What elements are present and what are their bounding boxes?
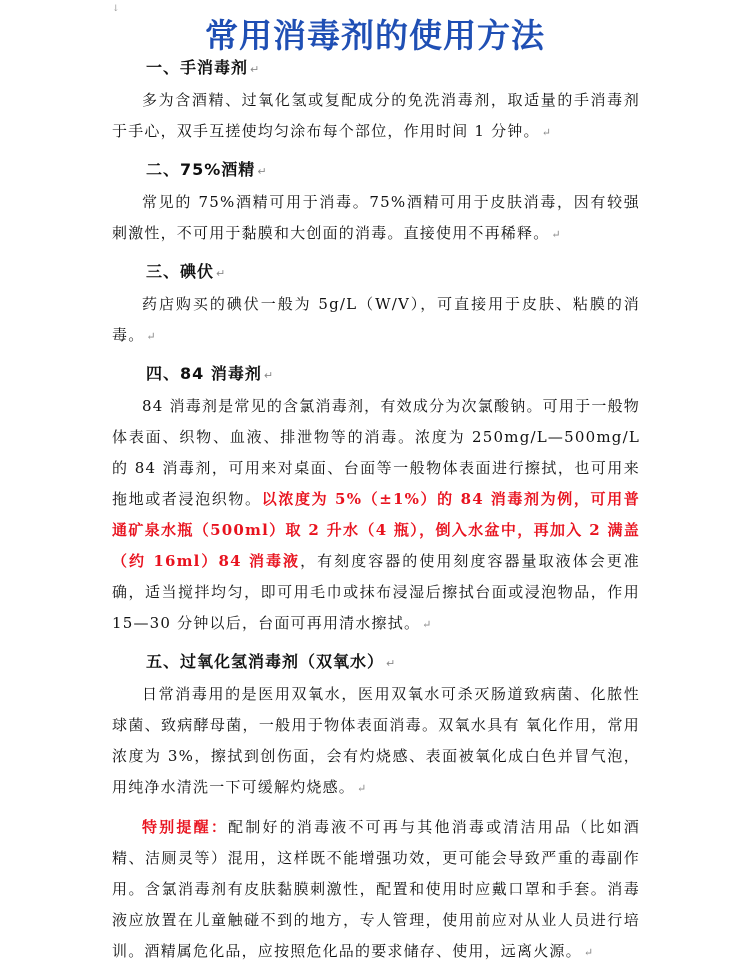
section-heading xyxy=(112,648,640,675)
paragraph-mark-icon: ↵ xyxy=(250,63,261,76)
paragraph-mark-icon: ↵ xyxy=(357,782,368,795)
section-paragraph xyxy=(112,391,640,640)
page-title: 常用消毒剂的使用方法 xyxy=(205,16,545,55)
paragraph-mark-icon: ↵ xyxy=(216,267,227,280)
section-heading xyxy=(112,258,640,285)
paragraph-mark-icon: ↵ xyxy=(257,165,268,178)
body-text: ，有刻度容器的使用刻度容器量取液体会更准确，适当搅拌均匀，即可用毛巾或抹布浸湿后擦拭台面或浸泡物品，作用 15—30 分钟以后，台面可再用清水擦拭。 xyxy=(112,552,640,632)
section-heading-text: 一、手消毒剂 xyxy=(146,58,249,77)
paragraph-mark-icon: ↵ xyxy=(146,330,157,343)
paragraph-mark-icon: ↵ xyxy=(422,618,433,631)
paragraph-mark-icon: ↵ xyxy=(541,126,553,139)
body-text: 多为含酒精、过氧化氢或复配成分的免洗消毒剂，取适量的手消毒剂于手心，双手互搓使均匀涂布每个部位，作用时间 1 分钟。 xyxy=(112,91,640,140)
section-paragraph xyxy=(112,289,640,352)
body-text: 药店购买的碘伏一般为 5g/L（W/V），可直接用于皮肤、粘膜的消毒。 xyxy=(112,295,640,344)
section-heading-text: 四、84 消毒剂 xyxy=(146,364,262,383)
paragraph-mark-icon: ↵ xyxy=(263,369,275,382)
section-paragraph xyxy=(112,187,640,250)
section-paragraph xyxy=(112,85,640,148)
paragraph-mark-icon: ↵ xyxy=(551,228,562,241)
body-text: 配制好的消毒液不可再与其他消毒或清洁用品（比如酒精、洁厕灵等）混用，这样既不能增强功效，更可能会导致严重的毒副作用。含氯消毒剂有皮肤黏膜刺激性，配置和使用时应戴口罩和手套。消毒液应放置在儿童触碰不到的地方，专人管理，使用前应对从业人员进行培训。酒精属危化品，应按照危化品的要求储存、使用，远离火源。 xyxy=(112,818,640,960)
body-text: 常见的 75%酒精可用于消毒。75%酒精可用于皮肤消毒，因有较强刺激性，不可用于黏膜和大创面的消毒。直接使用不再稀释。 xyxy=(112,193,640,242)
section-paragraph xyxy=(112,679,640,804)
section-heading-text: 二、75%酒精 xyxy=(146,160,256,179)
body-text: 日常消毒用的是医用双氧水，医用双氧水可杀灭肠道致病菌、化脓性球菌、致病酵母菌，一般用于物体表面消毒。双氧水具有 氧化作用，常用浓度为 3%，擦拭到创伤面，会有灼烧感、表面被氧化成白色并冒气泡，用纯净水清洗一下可缓解灼烧感。 xyxy=(112,685,640,796)
corner-mark: ↓ xyxy=(112,4,120,14)
section-heading xyxy=(112,54,640,81)
highlight-text: 特别提醒： xyxy=(142,818,229,836)
section-paragraph xyxy=(112,812,640,968)
paragraph-mark-icon: ↵ xyxy=(386,657,397,670)
document-body xyxy=(112,54,640,976)
paragraph-mark-icon: ↵ xyxy=(583,946,595,959)
section-heading-text: 三、碘伏 xyxy=(146,262,215,281)
body-text: 84 消毒剂是常见的含氯消毒剂，有效成分为次氯酸钠。可用于一般物体表面、织物、血液、排泄物等的消毒。浓度为 250mg/L—500mg/L 的 84 消毒剂，可用来对桌面、台面等一般物体表面进行擦拭，也可用来拖地或者浸泡织物。 xyxy=(112,397,640,508)
section-heading-text: 五、过氧化氢消毒剂（双氧水） xyxy=(146,652,385,671)
section-heading xyxy=(112,156,640,183)
highlight-text: 以浓度为 5%（±1%）的 84 消毒剂为例，可用普通矿泉水瓶（500ml）取 2 升水（4 瓶），倒入水盆中，再加入 2 满盖（约 16ml）84 消毒液 xyxy=(112,490,640,570)
section-heading xyxy=(112,360,640,387)
